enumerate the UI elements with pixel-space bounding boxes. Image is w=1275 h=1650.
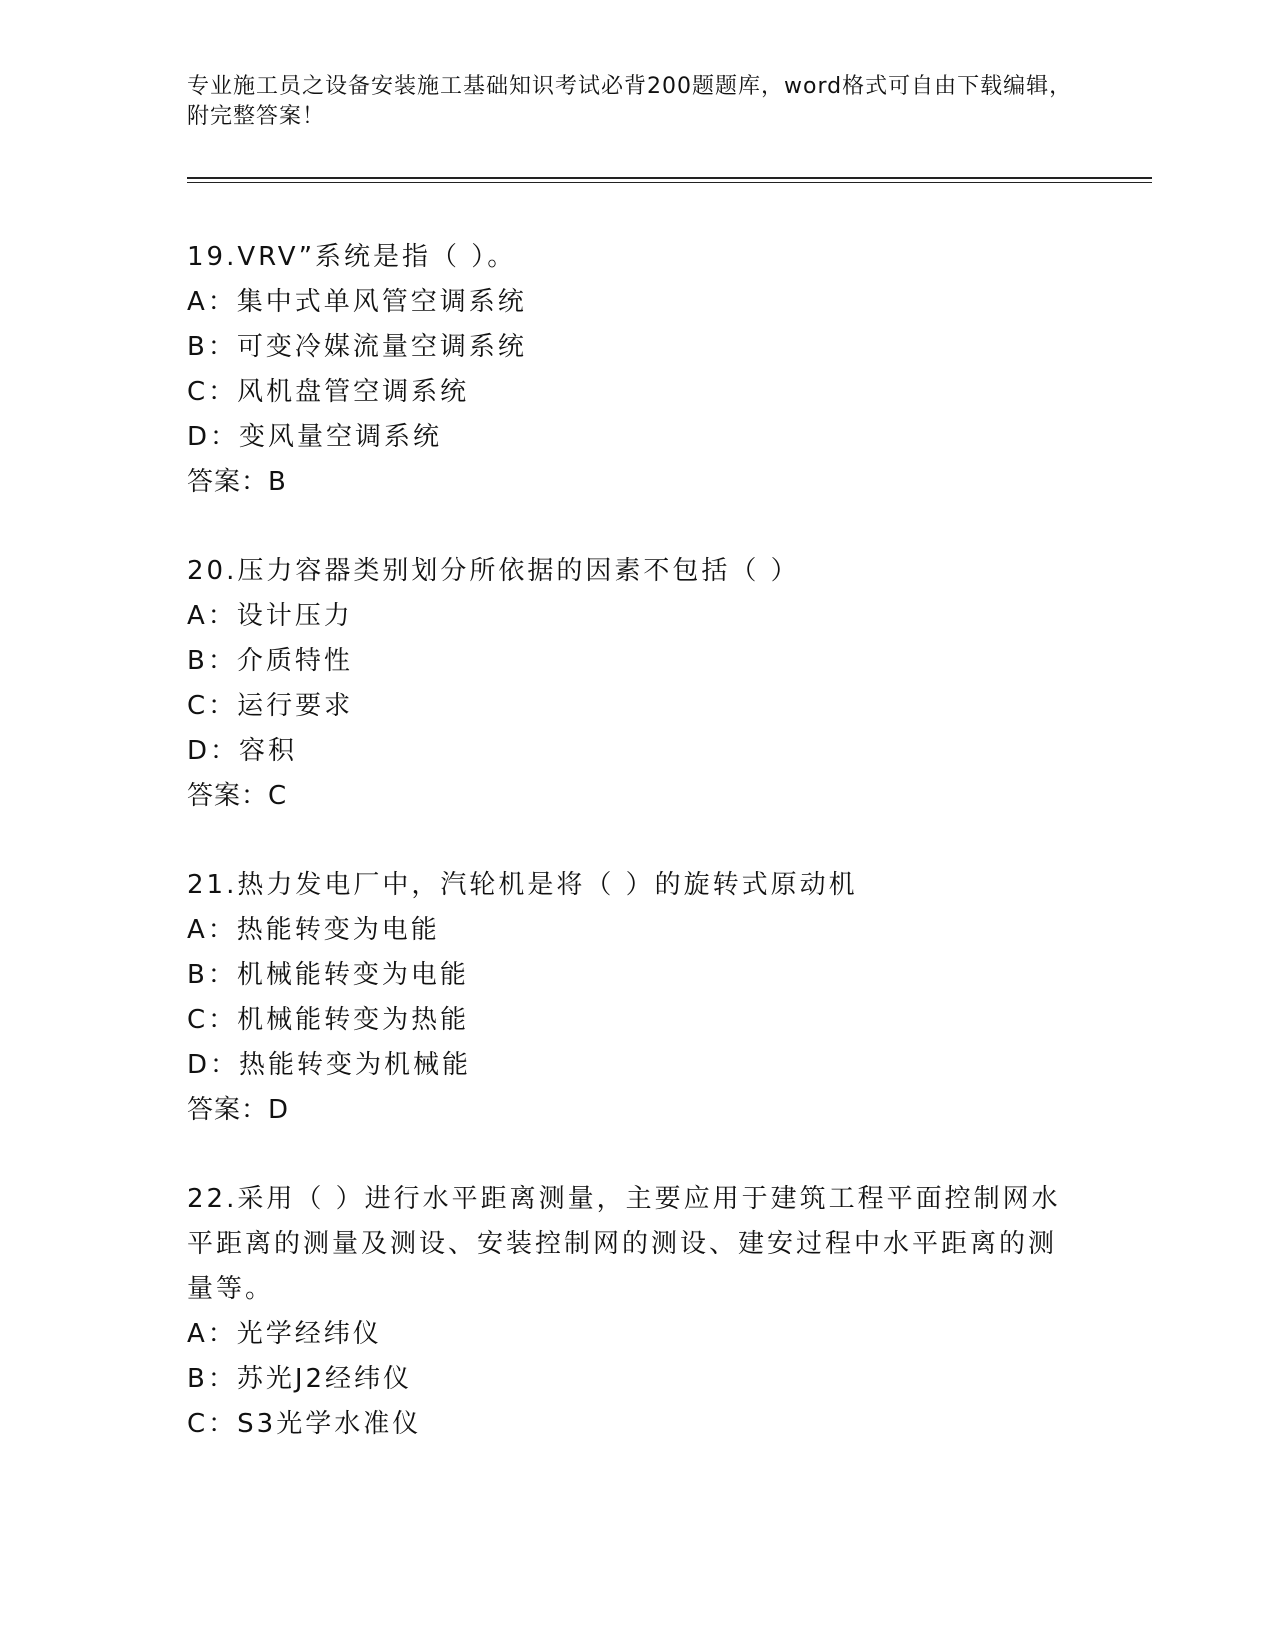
header-divider-thick: [187, 177, 1152, 179]
option-c: C：S3光学水准仪: [187, 1409, 422, 1439]
question-stem: 20.压力容器类别划分所依据的因素不包括（ ）: [187, 556, 800, 586]
question-list: [187, 235, 1067, 1491]
option-a: A：集中式单风管空调系统: [187, 287, 527, 317]
question-22: [187, 1177, 1067, 1447]
header-divider-thin: [187, 182, 1152, 183]
question-19: [187, 235, 1067, 505]
option-b: B：介质特性: [187, 646, 353, 676]
question-20: [187, 549, 1067, 819]
option-b: B：机械能转变为电能: [187, 960, 469, 990]
option-d: D：热能转变为机械能: [187, 1050, 472, 1080]
option-b: B：可变冷媒流量空调系统: [187, 332, 527, 362]
answer-line: 答案：C: [187, 781, 288, 811]
option-a: A：光学经纬仪: [187, 1319, 382, 1349]
option-a: A：热能转变为电能: [187, 915, 440, 945]
answer-line: 答案：B: [187, 467, 287, 497]
question-stem: 19.VRV”系统是指（ ）。: [187, 242, 517, 272]
document-header: 专业施工员之设备安装施工基础知识考试必背200题题库，word格式可自由下载编辑，附完整答案！: [187, 74, 1073, 129]
answer-line: 答案：D: [187, 1095, 290, 1125]
question-stem: 21.热力发电厂中，汽轮机是将（ ）的旋转式原动机: [187, 870, 858, 900]
question-stem: 22.采用（ ）进行水平距离测量，主要应用于建筑工程平面控制网水平距离的测量及测设、安装控制网的测设、建安过程中水平距离的测量等。: [187, 1184, 1061, 1304]
question-21: [187, 863, 1067, 1133]
option-b: B：苏光J2经纬仪: [187, 1364, 413, 1394]
option-a: A：设计压力: [187, 601, 353, 631]
option-c: C：风机盘管空调系统: [187, 377, 470, 407]
option-d: D：容积: [187, 736, 298, 766]
option-c: C：运行要求: [187, 691, 354, 721]
option-c: C：机械能转变为热能: [187, 1005, 470, 1035]
option-d: D：变风量空调系统: [187, 422, 443, 452]
